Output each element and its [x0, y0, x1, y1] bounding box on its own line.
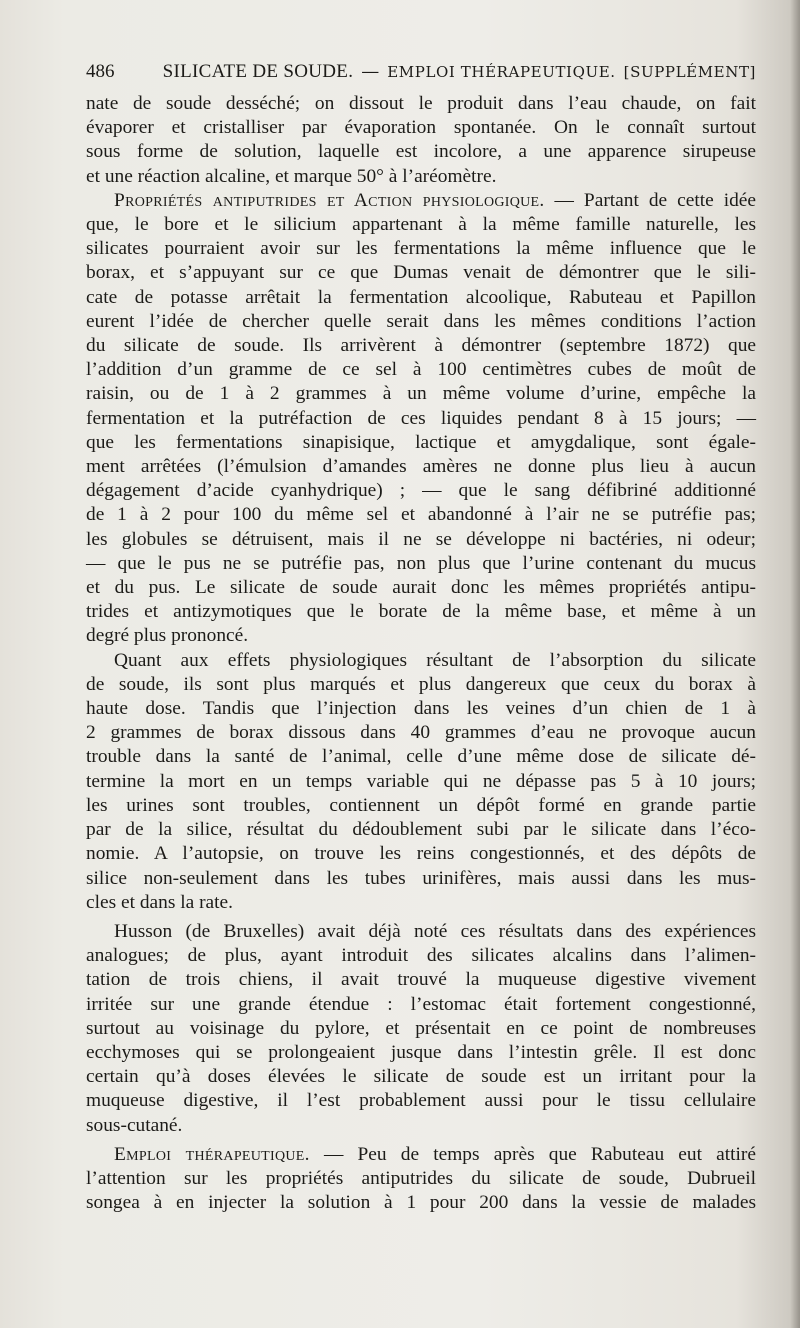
text-line: termine la mort en un temps variable qui ne dépasse pas 5 à 10 jours; — [86, 770, 756, 792]
text-line: silicates pourraient avoir sur les fermentations la même influence que le — [86, 238, 756, 260]
text-line: cles et dans la rate. — [86, 891, 233, 913]
paragraph — [86, 649, 756, 915]
text-line: raisin, ou de 1 à 2 grammes à un même volume d’urine, empêche la — [86, 383, 756, 405]
section-heading: Emploi thérapeutique. — [114, 1143, 310, 1165]
text-line: de soude, ils sont plus marqués et plus dangereux que ceux du borax à — [86, 673, 756, 695]
text-line: les globules se détruisent, mais il ne se développe ni bactéries, ni odeur; — [86, 528, 756, 550]
text-line: degré plus prononcé. — [86, 625, 249, 647]
text-line: Quant aux effets physiologiques résultant de l’absorption du silicate — [114, 649, 756, 671]
text-line: que les fermentations sinapisique, lactique et amygdalique, sont égale- — [86, 431, 756, 453]
text-line: dégagement d’acide cyanhydrique) ; — que le sang défibriné additionné — [86, 480, 756, 502]
text-line: — que le pus ne se putréfie pas, non plus que l’urine contenant du mucus — [86, 552, 756, 574]
text-line: tation de trois chiens, il avait trouvé la muqueuse digestive vivement — [86, 969, 756, 991]
paragraph — [86, 92, 756, 189]
text-line: et une réaction alcaline, et marque 50° à l’aréomètre. — [86, 165, 497, 187]
text-line: ment arrêtées (l’émulsion d’amandes amères ne donne plus lieu à aucun — [86, 456, 756, 478]
section-label: [SUPPLÉMENT] — [623, 63, 756, 81]
text-line: sous forme de solution, laquelle est incolore, a une apparence sirupeuse — [86, 141, 756, 163]
text-line: eurent l’idée de chercher quelle serait dans les mêmes conditions l’action — [86, 310, 756, 332]
running-subtitle: EMPLOI THÉRAPEUTIQUE. — [387, 63, 616, 81]
text-line: trides et antizymotiques que le borate de la même base, et même à un — [86, 601, 756, 623]
text-line: ecchymoses qui se prolongeaient jusque dans l’intestin grêle. Il est donc — [86, 1041, 756, 1063]
text-line: silice non-seulement dans les tubes urinifères, mais aussi dans les mus- — [86, 867, 756, 889]
text-line: cate de potasse arrêtait la fermentation alcoolique, Rabuteau et Papillon — [86, 286, 756, 308]
text-line: haute dose. Tandis que l’injection dans les veines d’un chien de 1 à — [86, 698, 756, 720]
text-line: trouble dans la santé de l’animal, celle d’une même dose de silicate dé- — [86, 746, 756, 768]
text-line: de 1 à 2 pour 100 du même sel et abandonné à l’air ne se putréfie pas; — [86, 504, 756, 526]
text-line: et du pus. Le silicate de soude aurait donc les mêmes propriétés antipu- — [86, 577, 756, 599]
text-line: analogues; de plus, ayant introduit des silicates alcalins dans l’alimen- — [86, 945, 756, 967]
running-dash: — — [361, 61, 380, 82]
text-line: 2 grammes de borax dissous dans 40 grammes d’eau ne provoque aucun — [86, 722, 756, 744]
text-line: nate de soude desséché; on dissout le produit dans l’eau chaude, on fait — [86, 93, 756, 114]
text-line: surtout au voisinage du pylore, et présentait en ce point de nombreuses — [86, 1017, 756, 1039]
text-line — [86, 1143, 756, 1167]
page-number: 486 — [86, 61, 115, 82]
text-line: irritée sur une grande étendue : l’estomac était fortement congestionné, — [86, 993, 756, 1015]
paragraph — [86, 189, 756, 649]
text-run: — Peu de temps après que Rabuteau eut attiré — [309, 1143, 756, 1165]
text-line: fermentation et la putréfaction de ces liquides pendant 8 à 15 jours; — — [86, 407, 756, 429]
section-heading: Propriétés antiputrides et Action physiologique. — [114, 189, 545, 211]
text-line — [86, 189, 756, 213]
paragraph — [86, 920, 756, 1138]
text-line: songea à en injecter la solution à 1 pour 200 dans la vessie de malades — [86, 1192, 756, 1214]
text-line: que, le bore et le silicium appartenant à la même famille naturelle, les — [86, 214, 756, 236]
text-line: nomie. A l’autopsie, on trouve les reins congestionnés, et des dépôts de — [86, 843, 756, 865]
body-text — [86, 92, 756, 1215]
text-line: borax, et s’appuyant sur ce que Dumas venait de démontrer que le sili- — [86, 262, 756, 284]
text-line: par de la silice, résultat du dédoublement subi par le silicate dans l’éco- — [86, 819, 756, 841]
running-title: SILICATE DE SOUDE. — [162, 61, 354, 82]
text-line: les urines sont troubles, contiennent un dépôt formé en grande partie — [86, 794, 756, 816]
text-line: sous-cutané. — [86, 1114, 183, 1136]
text-line: l’addition d’un gramme de ce sel à 100 centimètres cubes de moût de — [86, 359, 756, 381]
text-line: certain qu’à doses élevées le silicate de soude est un irritant pour la — [86, 1066, 756, 1088]
text-line: muqueuse digestive, il l’est probablement aussi pour le tissu cellulaire — [86, 1090, 756, 1112]
text-run: — Partant de cette idée — [544, 189, 756, 211]
text-line: l’attention sur les propriétés antiputrides du silicate de soude, Dubrueil — [86, 1167, 756, 1189]
text-line: du silicate de soude. Ils arrivèrent à démontrer (septembre 1872) que — [86, 335, 756, 357]
text-line: évaporer et cristalliser par évaporation spontanée. On le connaît surtout — [86, 117, 756, 139]
paragraph — [86, 1143, 756, 1216]
text-line: Husson (de Bruxelles) avait déjà noté ces résultats dans des expériences — [114, 920, 756, 942]
running-head — [86, 60, 756, 84]
